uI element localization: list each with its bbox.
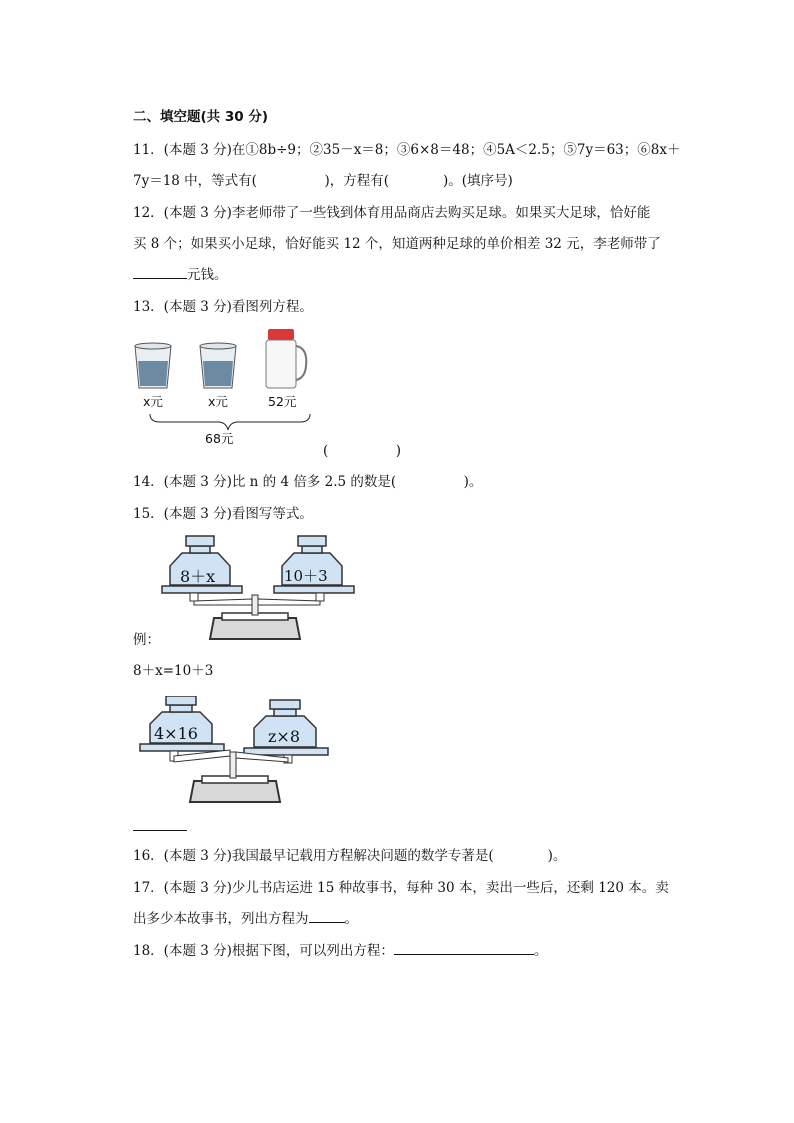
q13-answer-blank[interactable]: ( ) (323, 443, 402, 459)
q17-prefix: 出多少本故事书，列出方程为 (133, 911, 309, 927)
balance-scale-icon (160, 533, 356, 643)
q11-line2: 7y＝18 中，等式有( )，方程有( )。(填序号) (133, 173, 513, 189)
balance-scale-2 (138, 696, 334, 806)
q18-line (133, 942, 547, 960)
section-title: 二、填空题(共 30 分) (133, 109, 269, 125)
q12-line2: 买 8 个；如果买小足球，恰好能买 12 个，知道两种足球的单价相差 32 元，李老师带了 (133, 236, 661, 252)
kettle-icon (266, 329, 306, 388)
q12-line3 (133, 266, 228, 284)
scale-right-expression: 10＋3 (284, 567, 328, 585)
q16-text: 16．(本题 3 分)我国最早记载用方程解决问题的数学专著是( )。 (133, 848, 567, 864)
q12-suffix: 元钱。 (187, 267, 228, 283)
total-price-label: 68元 (205, 431, 234, 446)
q12-line1: 12．(本题 3 分)李老师带了一些钱到体育用品商店去购买足球。如果买大足球，恰好能 (133, 205, 651, 221)
scale-left-expression: 8＋x (180, 567, 216, 586)
q18-suffix: 。 (533, 943, 548, 959)
q17-line1: 17．(本题 3 分)少儿书店运进 15 种故事书，每种 30 本，卖出一些后，还剩 120 本。卖 (133, 880, 669, 896)
q13-text: 13．(本题 3 分)看图列方程。 (133, 299, 313, 315)
q18-prefix: 18．(本题 3 分)根据下图，可以列出方程： (133, 943, 394, 959)
scale-right-expression: z×8 (268, 727, 301, 746)
balance-scale-icon (138, 696, 334, 806)
balance-scale-1 (160, 533, 356, 643)
q14-text: 14．(本题 3 分)比 n 的 4 倍多 2.5 的数是( )。 (133, 474, 483, 490)
q15-answer-line[interactable] (133, 830, 187, 831)
example-label: 例： (133, 632, 160, 648)
answer-blank[interactable] (309, 910, 345, 923)
q11-line1: 11．(本题 3 分)在①8b÷9；②35－x＝8；③6×8＝48；④5A＜2.5；⑤7y＝63；⑥8x＋ (133, 142, 681, 158)
glass-price-label: x元 (143, 394, 163, 409)
q13-figure (130, 326, 330, 448)
glass-icon (135, 343, 171, 388)
q15-text: 15．(本题 3 分)看图写等式。 (133, 506, 313, 522)
q17-suffix: 。 (344, 911, 358, 927)
example-equation: 8＋x=10＋3 (133, 663, 214, 679)
kettle-price-label: 52元 (268, 394, 297, 409)
glass-icon (200, 343, 236, 388)
glass-price-label: x元 (208, 394, 228, 409)
scale-left-expression: 4×16 (154, 724, 198, 743)
q17-line2 (133, 910, 358, 928)
answer-blank[interactable] (133, 266, 187, 279)
answer-blank[interactable] (394, 942, 534, 955)
